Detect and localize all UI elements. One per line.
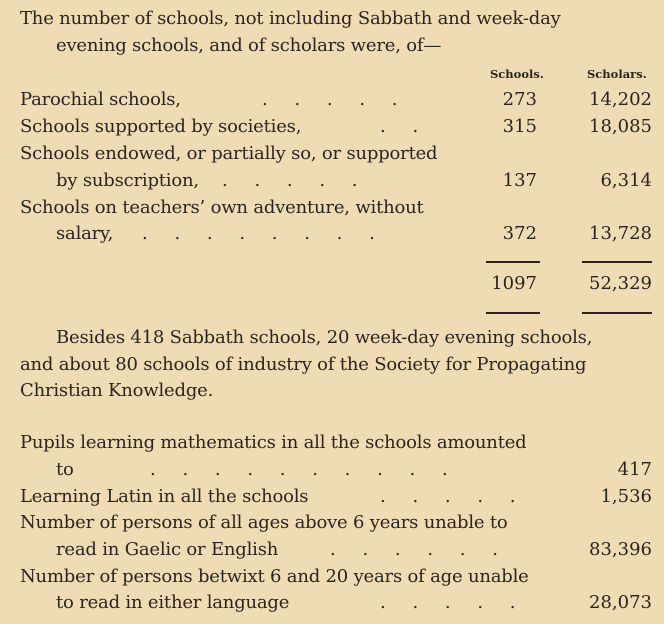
schools-value: 315 [502, 116, 537, 137]
schools-value: 273 [502, 89, 537, 110]
schools-value: 137 [502, 170, 537, 191]
row-label: by subscription, [56, 170, 199, 191]
row-label: Schools endowed, or partially so, or supported [20, 143, 438, 164]
dot-leader: . . . . . . . . . . [150, 459, 448, 480]
sum-rule [582, 261, 652, 263]
besides-line: and about 80 schools of industry of the Society for Propagating [20, 354, 587, 375]
besides-line: Besides 418 Sabbath schools, 20 week-day evening schools, [56, 327, 593, 348]
dot-leader: . . . . . [262, 89, 398, 110]
intro-line: The number of schools, not including Sabbath and week-day [20, 8, 561, 29]
stat-value: 417 [617, 459, 652, 480]
dot-leader: . . . . . [380, 592, 516, 613]
header-scholars: Scholars. [587, 67, 647, 81]
sum-rule [486, 261, 540, 263]
stat-label: read in Gaelic or English [56, 539, 279, 560]
scholars-value: 18,085 [589, 116, 652, 137]
stat-label: to read in either language [56, 592, 290, 613]
scholars-value: 13,728 [589, 223, 652, 244]
row-label: Parochial schools, [20, 89, 181, 110]
stat-label: Learning Latin in all the schools [20, 486, 309, 507]
row-label: Schools supported by societies, [20, 116, 302, 137]
dot-leader: . . [380, 116, 419, 137]
dot-leader: . . . . . [380, 486, 516, 507]
dot-leader: . . . . . [222, 170, 358, 191]
stat-value: 1,536 [600, 486, 652, 507]
stat-value: 28,073 [589, 592, 652, 613]
sum-rule [582, 312, 652, 314]
stat-label: Pupils learning mathematics in all the schools amounted [20, 432, 527, 453]
stat-label: to [56, 459, 74, 480]
row-label: Schools on teachers’ own adventure, without [20, 197, 424, 218]
stat-label: Number of persons betwixt 6 and 20 years of age unable [20, 566, 529, 587]
scholars-value: 6,314 [600, 170, 652, 191]
header-schools: Schools. [490, 67, 544, 81]
total-schools: 1097 [491, 273, 537, 294]
intro-line: evening schools, and of scholars were, of— [56, 35, 442, 56]
row-label: salary, [56, 223, 114, 244]
scholars-value: 14,202 [589, 89, 652, 110]
stat-label: Number of persons of all ages above 6 years unable to [20, 512, 508, 533]
schools-value: 372 [502, 223, 537, 244]
sum-rule [486, 312, 540, 314]
stat-value: 83,396 [589, 539, 652, 560]
dot-leader: . . . . . . [330, 539, 498, 560]
total-scholars: 52,329 [589, 273, 652, 294]
dot-leader: . . . . . . . . [142, 223, 375, 244]
besides-line: Christian Knowledge. [20, 380, 214, 401]
